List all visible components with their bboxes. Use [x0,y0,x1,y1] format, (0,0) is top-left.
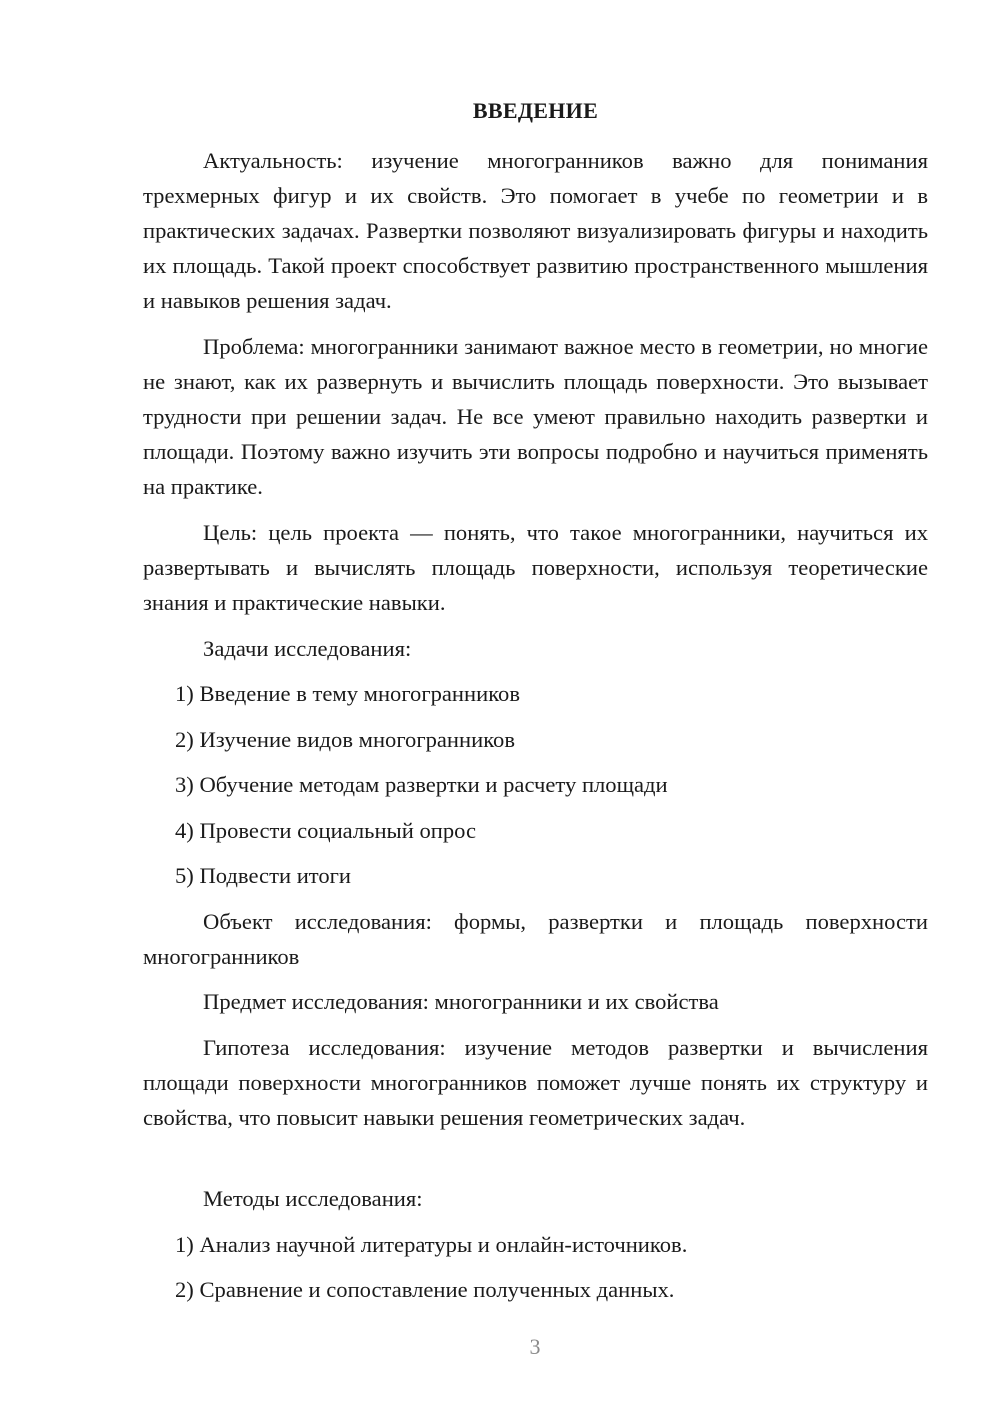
method-item: 1) Анализ научной литературы и онлайн-источников. [175,1232,688,1257]
task-item: 4) Провести социальный опрос [175,818,477,843]
page-number: 3 [529,1334,541,1359]
page-title: ВВЕДЕНИЕ [472,98,599,123]
object-paragraph: Объект исследования: формы, развертки и площадь поверхности многогранников [143,909,928,969]
goal-paragraph: Цель: цель проекта — понять, что такое многогранники, научиться их развертывать и вычислять площадь поверхности, используя теоретические знания и практические навыки. [143,520,928,615]
task-item: 1) Введение в тему многогранников [175,681,520,706]
method-item: 2) Сравнение и сопоставление полученных данных. [175,1277,675,1302]
problem-paragraph: Проблема: многогранники занимают важное место в геометрии, но многие не знают, как их развернуть и вычислить площадь поверхности. Это вызывает трудности при решении задач. Не все умеют правильно находить развертки и площади. Поэтому важно изучить эти вопросы подробно и научиться применять на практике. [143,334,928,499]
task-item: 3) Обучение методам развертки и расчету площади [175,772,668,797]
subject-paragraph: Предмет исследования: многогранники и их свойства [203,989,719,1014]
task-item: 2) Изучение видов многогранников [175,727,515,752]
methods-heading: Методы исследования: [203,1186,423,1211]
hypothesis-paragraph: Гипотеза исследования: изучение методов развертки и вычисления площади поверхности многогранников поможет лучше понять их структуру и свойства, что повысит навыки решения геометрических задач. [143,1035,928,1130]
task-item: 5) Подвести итоги [175,863,352,888]
relevance-paragraph: Актуальность: изучение многогранников важно для понимания трехмерных фигур и их свойств. Это помогает в учебе по геометрии и в практических задачах. Развертки позволяют визуализировать фигуры и находить их площадь. Такой проект способствует развитию пространственного мышления и навыков решения задач. [143,148,928,313]
tasks-heading: Задачи исследования: [203,636,412,661]
